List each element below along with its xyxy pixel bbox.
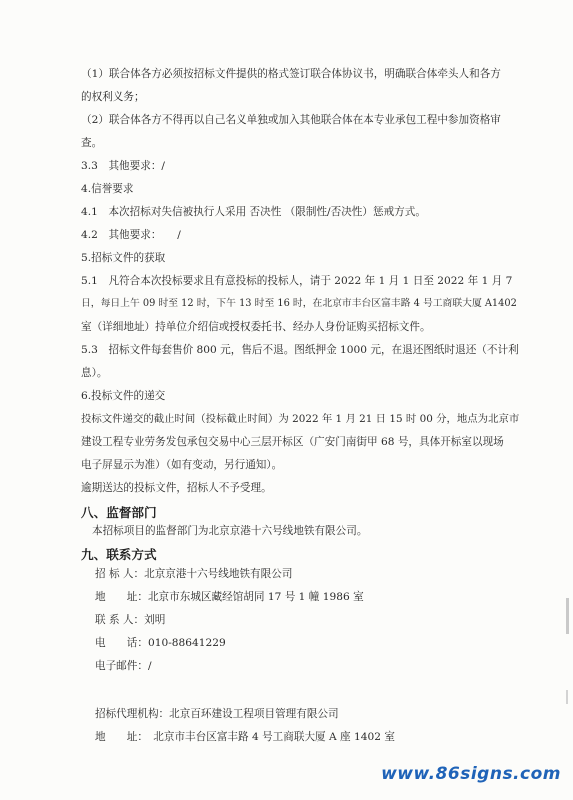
heading-supervision: 八、监督部门 (81, 505, 157, 520)
text-line: 本招标项目的监督部门为北京京港十六号线地铁有限公司。 (92, 525, 368, 537)
text-line: 5.3 招标文件每套售价 800 元，售后不退。图纸押金 1000 元，在退还图纸时退还（不计利 (81, 344, 519, 356)
section-heading: 6.投标文件的递交 (81, 390, 166, 402)
contact-phone: 电 话：010-88641229 (95, 637, 226, 649)
text-line: 5.1 凡符合本次投标要求且有意投标的投标人，请于 2022 年 1 月 1 日至 2022 年 1 月 7 (81, 275, 513, 287)
text-line: 的权利义务； (81, 91, 145, 103)
text-line: 4.2 其他要求： / (81, 229, 181, 241)
contact-address: 地 址：北京市东城区藏经馆胡同 17 号 1 幢 1986 室 (95, 591, 364, 603)
contact-tenderer: 招 标 人：北京京港十六号线地铁有限公司 (95, 568, 293, 580)
page-edge-mark (566, 598, 569, 634)
text-line: 4.1 本次招标对失信被执行人采用 否决性 （限制性/否决性）惩戒方式。 (81, 206, 426, 218)
page-edge-mark (566, 690, 568, 704)
agency-address: 地 址： 北京市丰台区富丰路 4 号工商联大厦 A 座 1402 室 (95, 731, 395, 743)
text-line: 查。 (81, 137, 103, 149)
section-heading: 5.招标文件的获取 (81, 252, 166, 264)
text-line: 建设工程专业劳务发包承包交易中心三层开标区（广安门南街甲 68 号，具体开标室以现场 (81, 436, 504, 448)
text-line: 室（详细地址）持单位介绍信或授权委托书、经办人身份证购买招标文件。 (81, 321, 431, 333)
contact-email: 电子邮件：/ (95, 660, 152, 672)
text-line: 息）。 (81, 367, 108, 379)
text-line: （2）联合体各方不得再以自己名义单独或加入其他联合体在本专业承包工程中参加资格审 (81, 114, 501, 126)
heading-contact: 九、联系方式 (81, 547, 157, 562)
contact-person: 联 系 人：刘明 (95, 614, 166, 626)
watermark: www.86signs.com (381, 764, 561, 784)
text-line: 逾期送达的投标文件，招标人不予受理。 (81, 482, 272, 494)
text-line: 投标文件递交的截止时间（投标截止时间）为 2022 年 1 月 21 日 15 时 00 分，地点为北京市 (81, 413, 520, 425)
text-line: 日，每日上午 09 时至 12 时，下午 13 时至 16 时，在北京市丰台区富丰路 4 号工商联大厦 A1402 (81, 298, 517, 309)
agency-name: 招标代理机构：北京百环建设工程项目管理有限公司 (95, 708, 339, 720)
section-heading: 4.信誉要求 (81, 183, 134, 195)
text-line: 3.3 其他要求：/ (81, 160, 165, 172)
text-line: （1）联合体各方必须按招标文件提供的格式签订联合体协议书，明确联合体牵头人和各方 (81, 68, 501, 80)
text-line: 电子屏显示为准）（如有变动，另行通知）。 (81, 459, 283, 471)
